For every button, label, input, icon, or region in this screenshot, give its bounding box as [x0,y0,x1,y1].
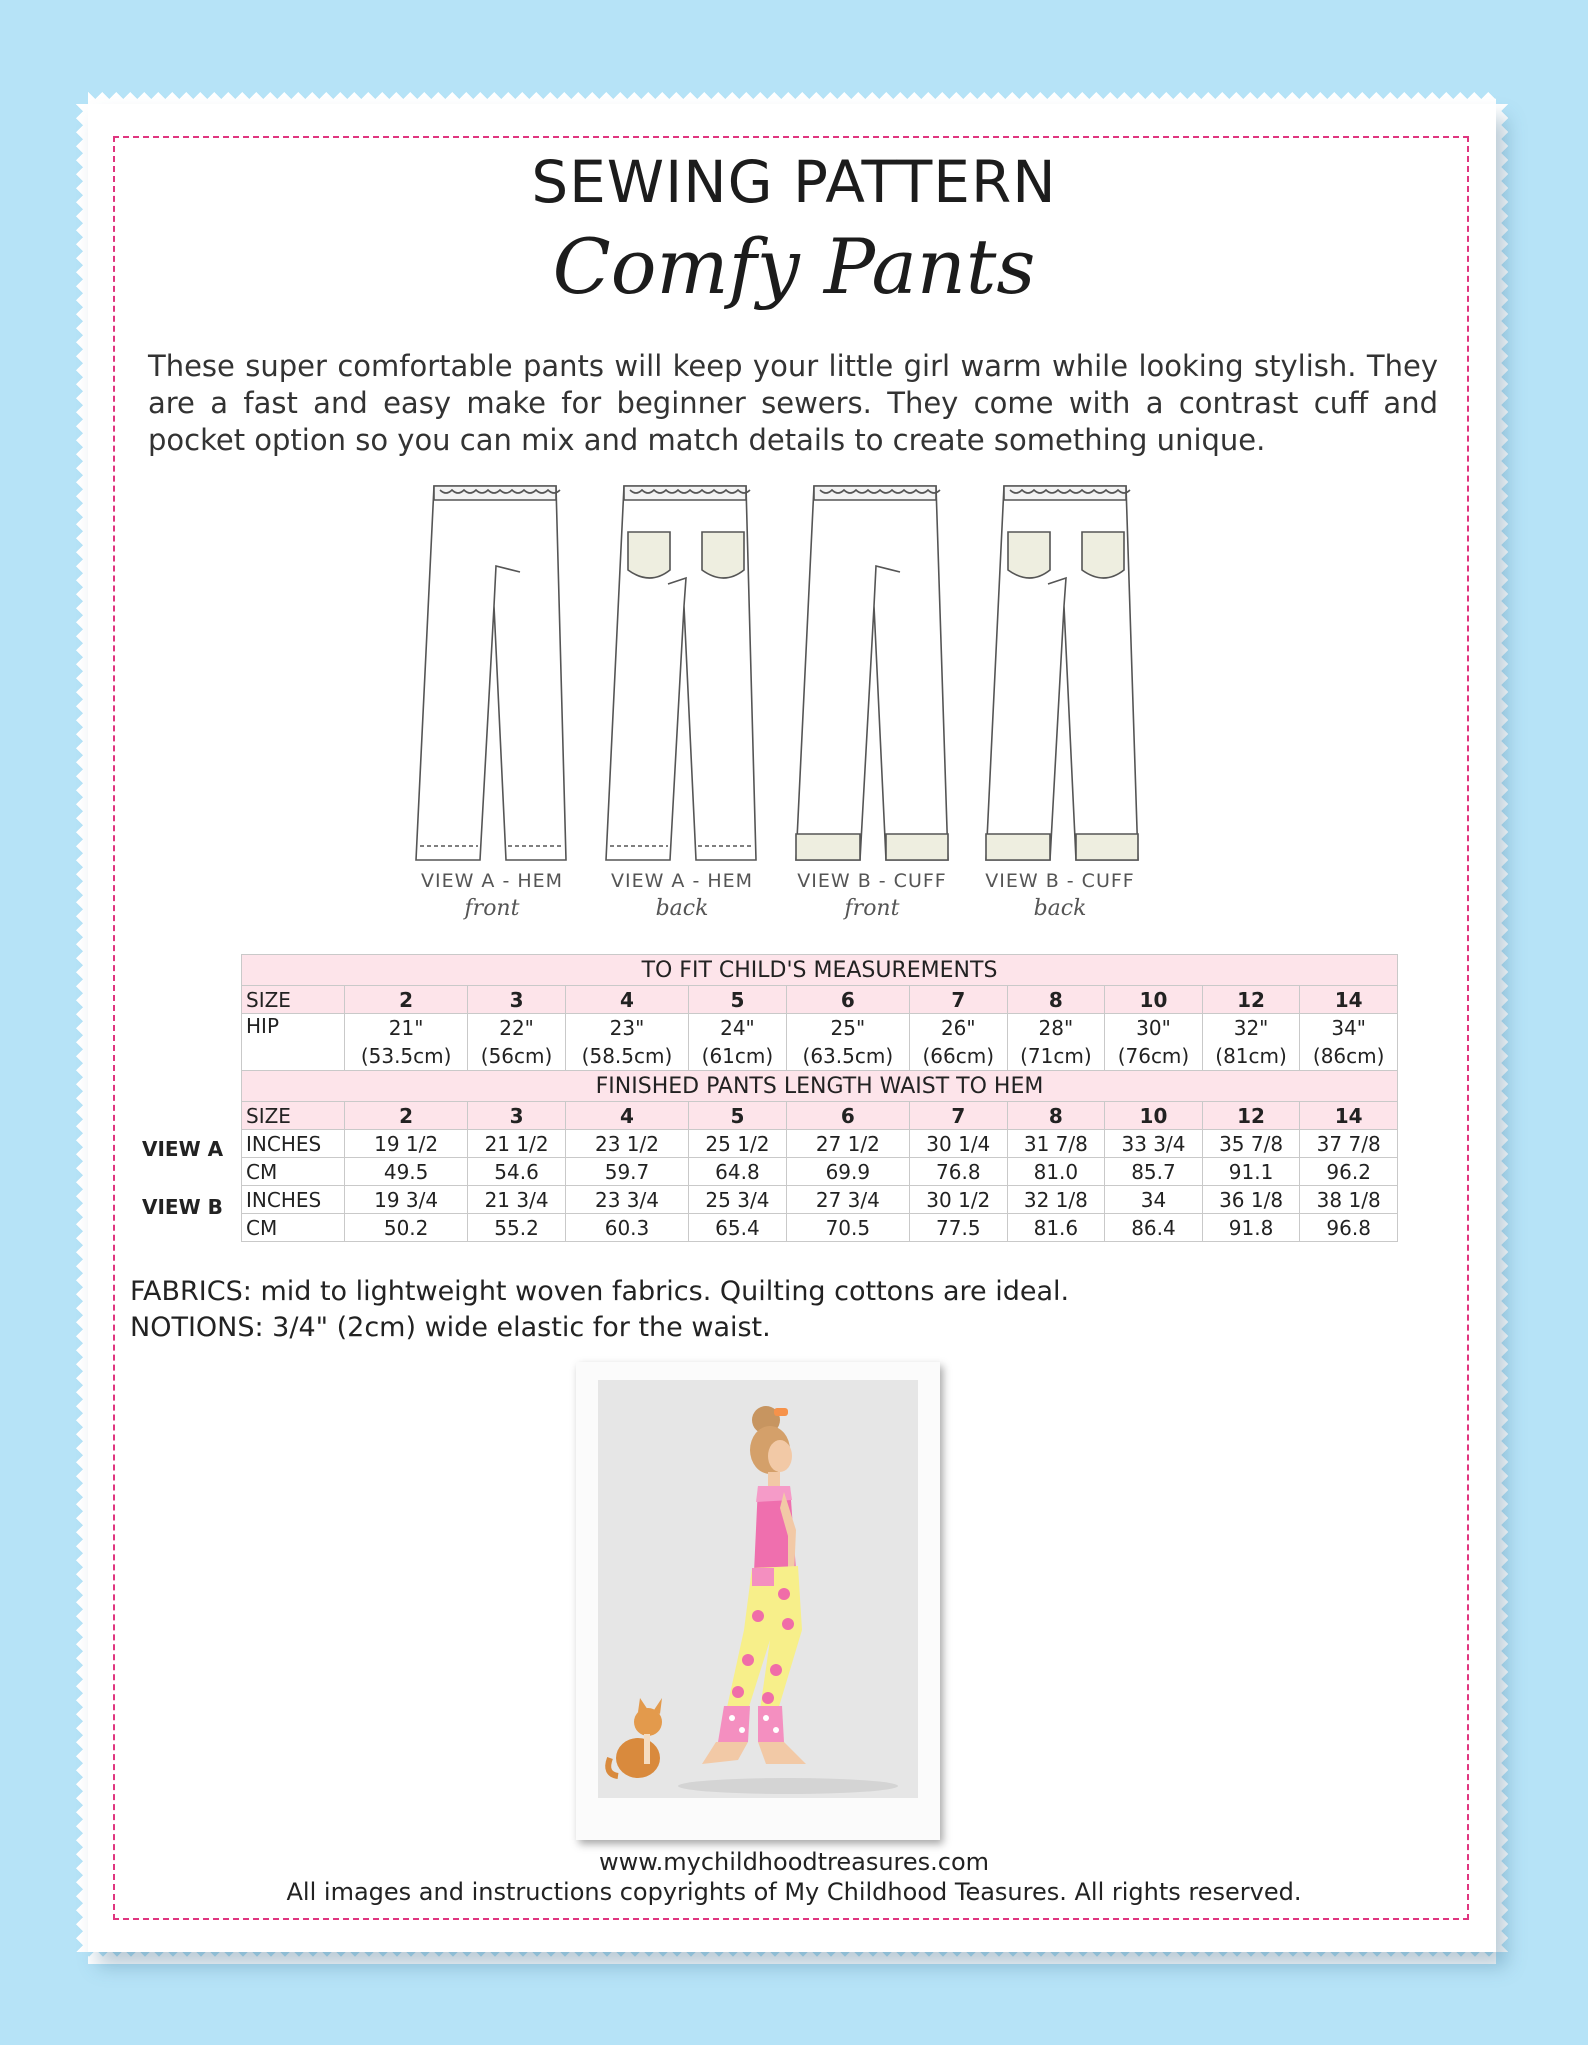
hip-cm: (61cm) [701,1044,774,1068]
table-cell: 49.5 [345,1158,468,1186]
hip-cm: (71cm) [1020,1044,1092,1068]
hip-inches: 24" [720,1016,755,1040]
hip-cell [1007,1014,1105,1071]
table-cell: 25 1/2 [689,1130,787,1158]
table-cell: 65.4 [689,1214,787,1242]
hip-cm: (56cm) [480,1044,553,1068]
hip-inches: 34" [1331,1016,1366,1040]
length-section-title: FINISHED PANTS LENGTH WAIST TO HEM [242,1071,1398,1102]
cm-label: CM [242,1158,345,1186]
pinked-edge-right [1494,104,1508,1952]
hip-inches: 23" [609,1016,645,1040]
size-cell: 14 [1300,1102,1398,1130]
size-cell: 8 [1007,1102,1105,1130]
table-cell: 21 1/2 [468,1130,566,1158]
hip-label: HIP [242,1014,345,1071]
hip-cell [1202,1014,1300,1071]
table-cell: 91.8 [1202,1214,1300,1242]
hip-inches: 22" [499,1016,534,1040]
table-cell: 55.2 [468,1214,566,1242]
table-cell: 38 1/8 [1300,1186,1398,1214]
fit-section-title: TO FIT CHILD'S MEASUREMENTS [242,955,1398,986]
size-cell: 12 [1202,986,1300,1014]
table-cell: 21 3/4 [468,1186,566,1214]
table-cell: 31 7/8 [1007,1130,1105,1158]
pants-view-b-front [796,486,948,860]
table-cell: 91.1 [1202,1158,1300,1186]
table-cell: 37 7/8 [1300,1130,1398,1158]
view-label: VIEW B - CUFF [797,870,947,892]
view-a-label: VIEW A [142,1137,224,1161]
view-label: VIEW B - CUFF [985,870,1135,892]
size-cell: 5 [689,986,787,1014]
table-cell: 34 [1105,1186,1203,1214]
girl-and-cat-illustration [598,1380,918,1798]
size-cell: 3 [468,1102,566,1130]
table-cell: 19 1/2 [345,1130,468,1158]
table-cell: 81.0 [1007,1158,1105,1186]
table-cell: 60.3 [565,1214,688,1242]
view-sublabel: front [844,896,900,921]
hip-cell [909,1014,1007,1071]
hip-cm: (63.5cm) [802,1044,894,1068]
hip-cell [565,1014,688,1071]
table-cell: 96.2 [1300,1158,1398,1186]
table-cell: 50.2 [345,1214,468,1242]
hip-inches: 28" [1038,1016,1074,1040]
hip-row [242,1014,1398,1071]
hip-cm: (53.5cm) [360,1044,452,1068]
table-cell: 27 3/4 [786,1186,909,1214]
hip-cm: (58.5cm) [581,1044,673,1068]
view-a-inches-row [242,1130,1398,1158]
intro-text: These super comfortable pants will keep your little girl warm while looking stylish. They are a fast and easy make for beginner sewers. They come with a contrast cuff and pocket option so you can mix and match details to create something unique. [148,349,1438,457]
photo-frame [576,1362,940,1840]
copyright-text: All images and instructions copyrights of My Childhood Teasures. All rights reserved. [286,1878,1302,1906]
table-cell: 96.8 [1300,1214,1398,1242]
table-cell: 59.7 [565,1158,688,1186]
table-cell: 70.5 [786,1214,909,1242]
hip-cm: (66cm) [922,1044,995,1068]
hip-inches: 21" [388,1016,424,1040]
table-cell: 64.8 [689,1158,787,1186]
pants-view-a-back [606,486,756,860]
hip-cell [1300,1014,1398,1071]
size-cell: 3 [468,986,566,1014]
table-cell: 19 3/4 [345,1186,468,1214]
hip-inches: 32" [1233,1016,1269,1040]
view-label: VIEW A - HEM [420,870,564,892]
table-cell: 36 1/8 [1202,1186,1300,1214]
size-cell: 6 [786,986,909,1014]
website-link[interactable]: www.mychildhoodtreasures.com [598,1848,990,1876]
hip-inches: 26" [940,1016,976,1040]
view-sublabel: back [1033,896,1087,921]
view-b-label: VIEW B [142,1195,223,1219]
pants-drawings [400,478,1160,878]
view-b-inches-row [242,1186,1398,1214]
hip-inches: 25" [830,1016,866,1040]
view-label: VIEW A - HEM [610,870,754,892]
table-cell: 32 1/8 [1007,1186,1105,1214]
notions-text: NOTIONS: 3/4" (2cm) wide elastic for the waist. [130,1312,771,1343]
table-cell: 30 1/2 [909,1186,1007,1214]
hip-cell [689,1014,787,1071]
view-a-cm-row [242,1158,1398,1186]
size-cell: 4 [565,1102,688,1130]
size-cell: 8 [1007,986,1105,1014]
model-photo [598,1380,918,1798]
pattern-name: Comfy Pants [552,222,1036,311]
size-cell: 14 [1300,986,1398,1014]
table-cell: 54.6 [468,1158,566,1186]
inches-label: INCHES [242,1186,345,1214]
size-cell: 2 [345,1102,468,1130]
table-cell: 27 1/2 [786,1130,909,1158]
table-cell: 81.6 [1007,1214,1105,1242]
inches-label: INCHES [242,1130,345,1158]
table-cell: 33 3/4 [1105,1130,1203,1158]
view-sublabel: back [655,896,709,921]
size-cell: 4 [565,986,688,1014]
size-cell: 7 [909,1102,1007,1130]
pants-view-b-back [986,486,1138,860]
table-cell: 77.5 [909,1214,1007,1242]
size-cell: 2 [345,986,468,1014]
hip-cell [1105,1014,1203,1071]
size-cell: 5 [689,1102,787,1130]
size-cell: 10 [1105,1102,1203,1130]
measurement-table [241,954,1398,1242]
view-sublabel: front [464,896,520,921]
pinked-edge-bottom [88,1950,1496,1964]
hip-cell [345,1014,468,1071]
hip-cell [468,1014,566,1071]
hip-cm: (76cm) [1117,1044,1190,1068]
table-cell: 25 3/4 [689,1186,787,1214]
size-cell: 6 [786,1102,909,1130]
technical-drawings [400,478,1160,921]
hip-cm: (86cm) [1312,1044,1385,1068]
cm-label: CM [242,1214,345,1242]
table-cell: 69.9 [786,1158,909,1186]
size-label: SIZE [242,1102,345,1130]
table-cell: 76.8 [909,1158,1007,1186]
materials-notes [130,1274,1069,1346]
view-b-cm-row [242,1214,1398,1242]
table-cell: 86.4 [1105,1214,1203,1242]
size-label: SIZE [242,986,345,1014]
table-cell: 23 3/4 [565,1186,688,1214]
pants-view-a-front [416,486,566,860]
fabrics-text: FABRICS: mid to lightweight woven fabrics. Quilting cottons are ideal. [130,1276,1070,1307]
size-cell: 10 [1105,986,1203,1014]
table-cell: 23 1/2 [565,1130,688,1158]
page-title: SEWING PATTERN [531,148,1057,216]
table-cell: 30 1/4 [909,1130,1007,1158]
table-cell: 85.7 [1105,1158,1203,1186]
hip-cell [786,1014,909,1071]
size-cell: 12 [1202,1102,1300,1130]
size-cell: 7 [909,986,1007,1014]
hip-cm: (81cm) [1215,1044,1287,1068]
table-cell: 35 7/8 [1202,1130,1300,1158]
hip-inches: 30" [1136,1016,1171,1040]
